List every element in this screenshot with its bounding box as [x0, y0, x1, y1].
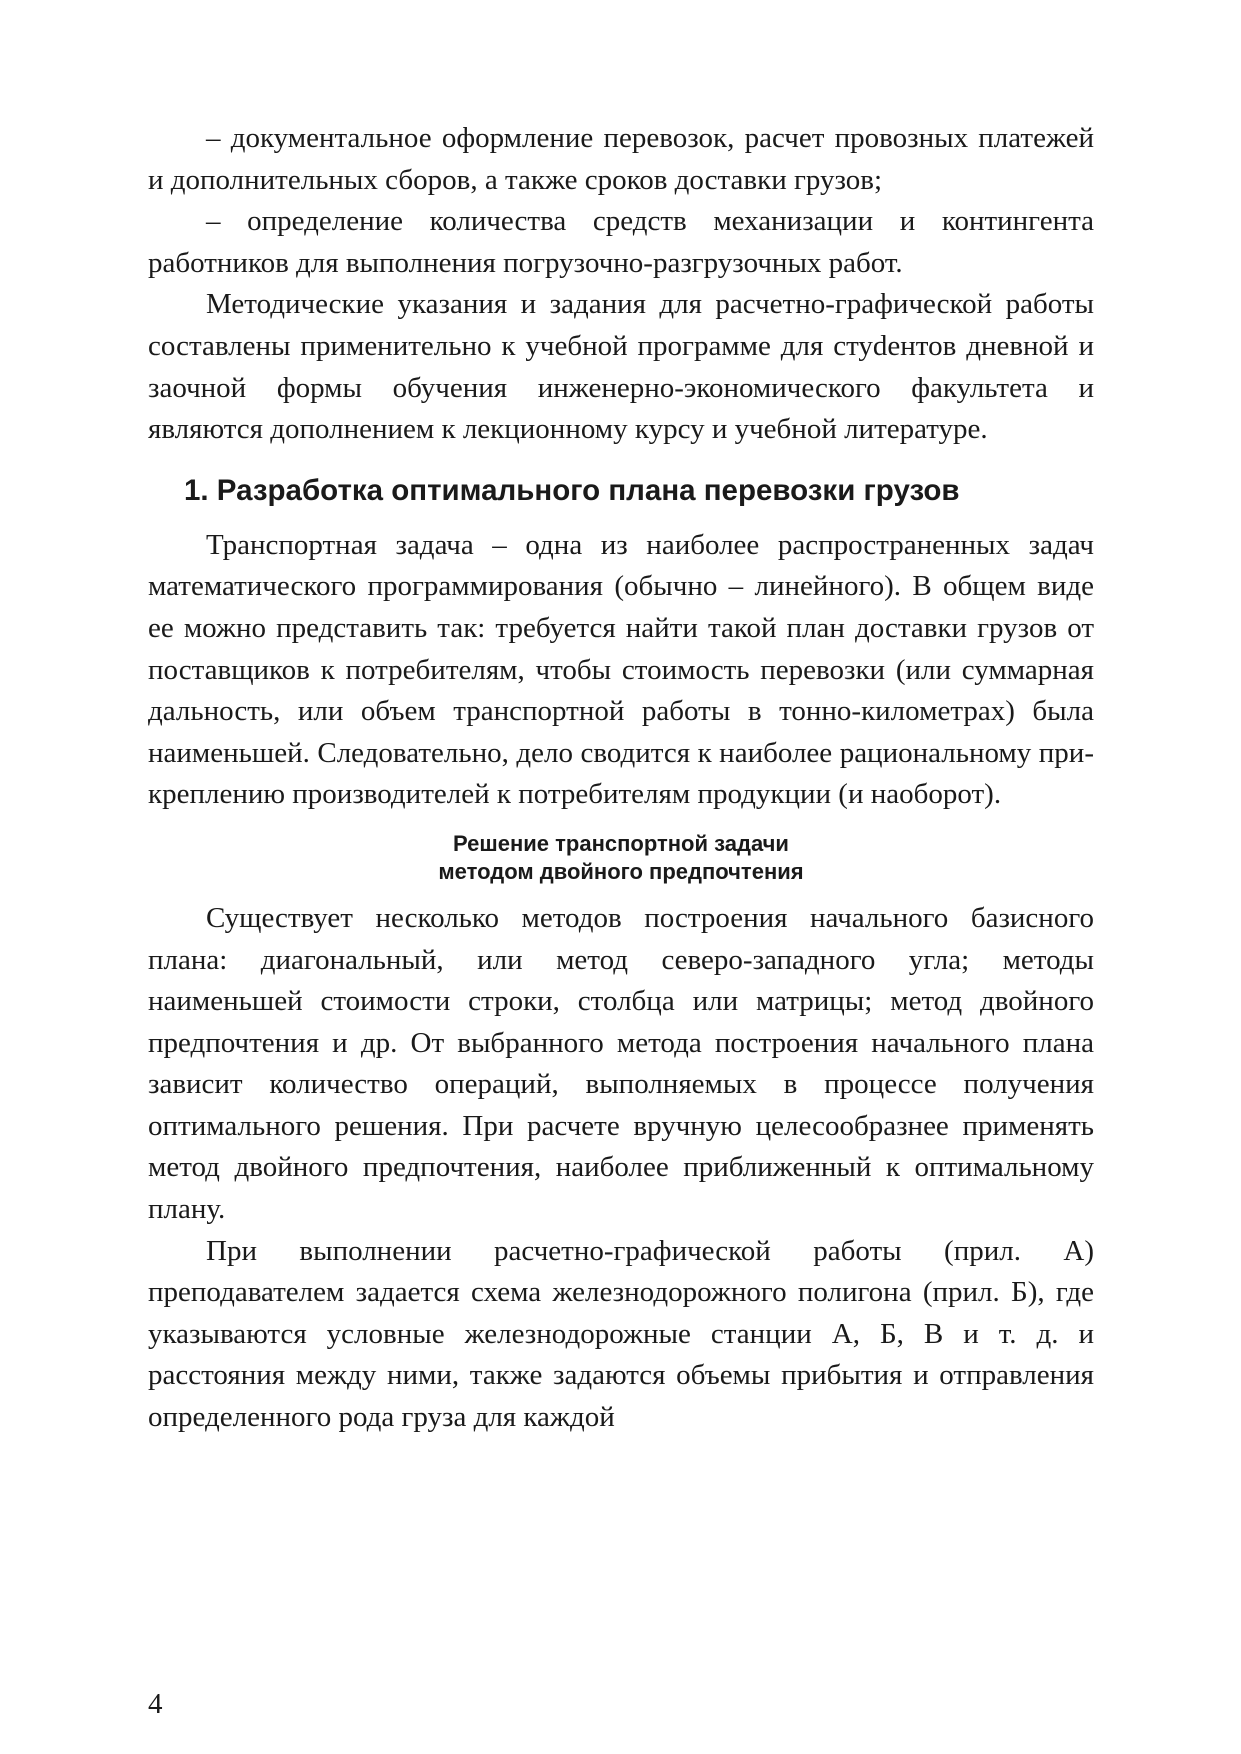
paragraph-transport-task: Транспортная задача – одна из наиболее распространенных задач математического программирования (обычно – линейного). В общем виде ее можно представить так: требуется найти такой план доставки грузов от поставщиков к потребителям, чтобы стоимость перевозки (или суммарная дальность, или объем транспортной работы в тонно-километрах) была наименьшей. Следовательно, дело сводится к наиболее рациональному прикреплению производителей к потребителям продукции (и наоборот). [148, 528, 1094, 811]
subheading-line-2: методом двойного предпочтения [438, 858, 804, 884]
subheading [148, 830, 1094, 886]
page-number: 4 [148, 1688, 163, 1720]
section-heading: 1. Разработка оптимального плана перевозки грузов [184, 473, 960, 507]
paragraph-guidelines: Методические указания и задания для расчетно-графической работы составлены применительно к учебной программе для стуdентов дневной и заочной формы обучения инженерно-экономического факультета и являются дополнением к лекционному курсу и учебной литературе. [148, 288, 1094, 446]
paragraph-documentation: – документальное оформление перевозок, расчет провозных платежей и дополнительных сборов, а также сроков доставки грузов; [148, 122, 1094, 196]
paragraph-assignment: При выполнении расчетно-графической работы (прил. А) преподавателем задается схема железнодорожного полигона (прил. Б), где указываются условные железнодорожные станции А, Б, В и т. д. и расстояния между ними, также задаются объемы прибытия и отправления определенного рода груза для каждой [148, 1234, 1094, 1434]
paragraph-mechanization: – определение количества средств механизации и контингента работников для выполнения погрузочно-разгрузочных работ. [148, 205, 1094, 279]
paragraph-methods: Существует несколько методов построения начального базисного плана: диагональный, или метод северо-западного угла; методы наименьшей стоимости строки, столбца или матрицы; метод двойного предпочтения и др. От выбранного метода построения начального плана зависит количество операций, выполняемых в процессе получения оптимального решения. При расчете вручную целесообразнее применять метод двойного предпочтения, наиболее приближенный к оптимальному плану. [148, 901, 1094, 1226]
page-content [148, 118, 1094, 1698]
subheading-line-1: Решение транспортной задачи [453, 830, 789, 856]
